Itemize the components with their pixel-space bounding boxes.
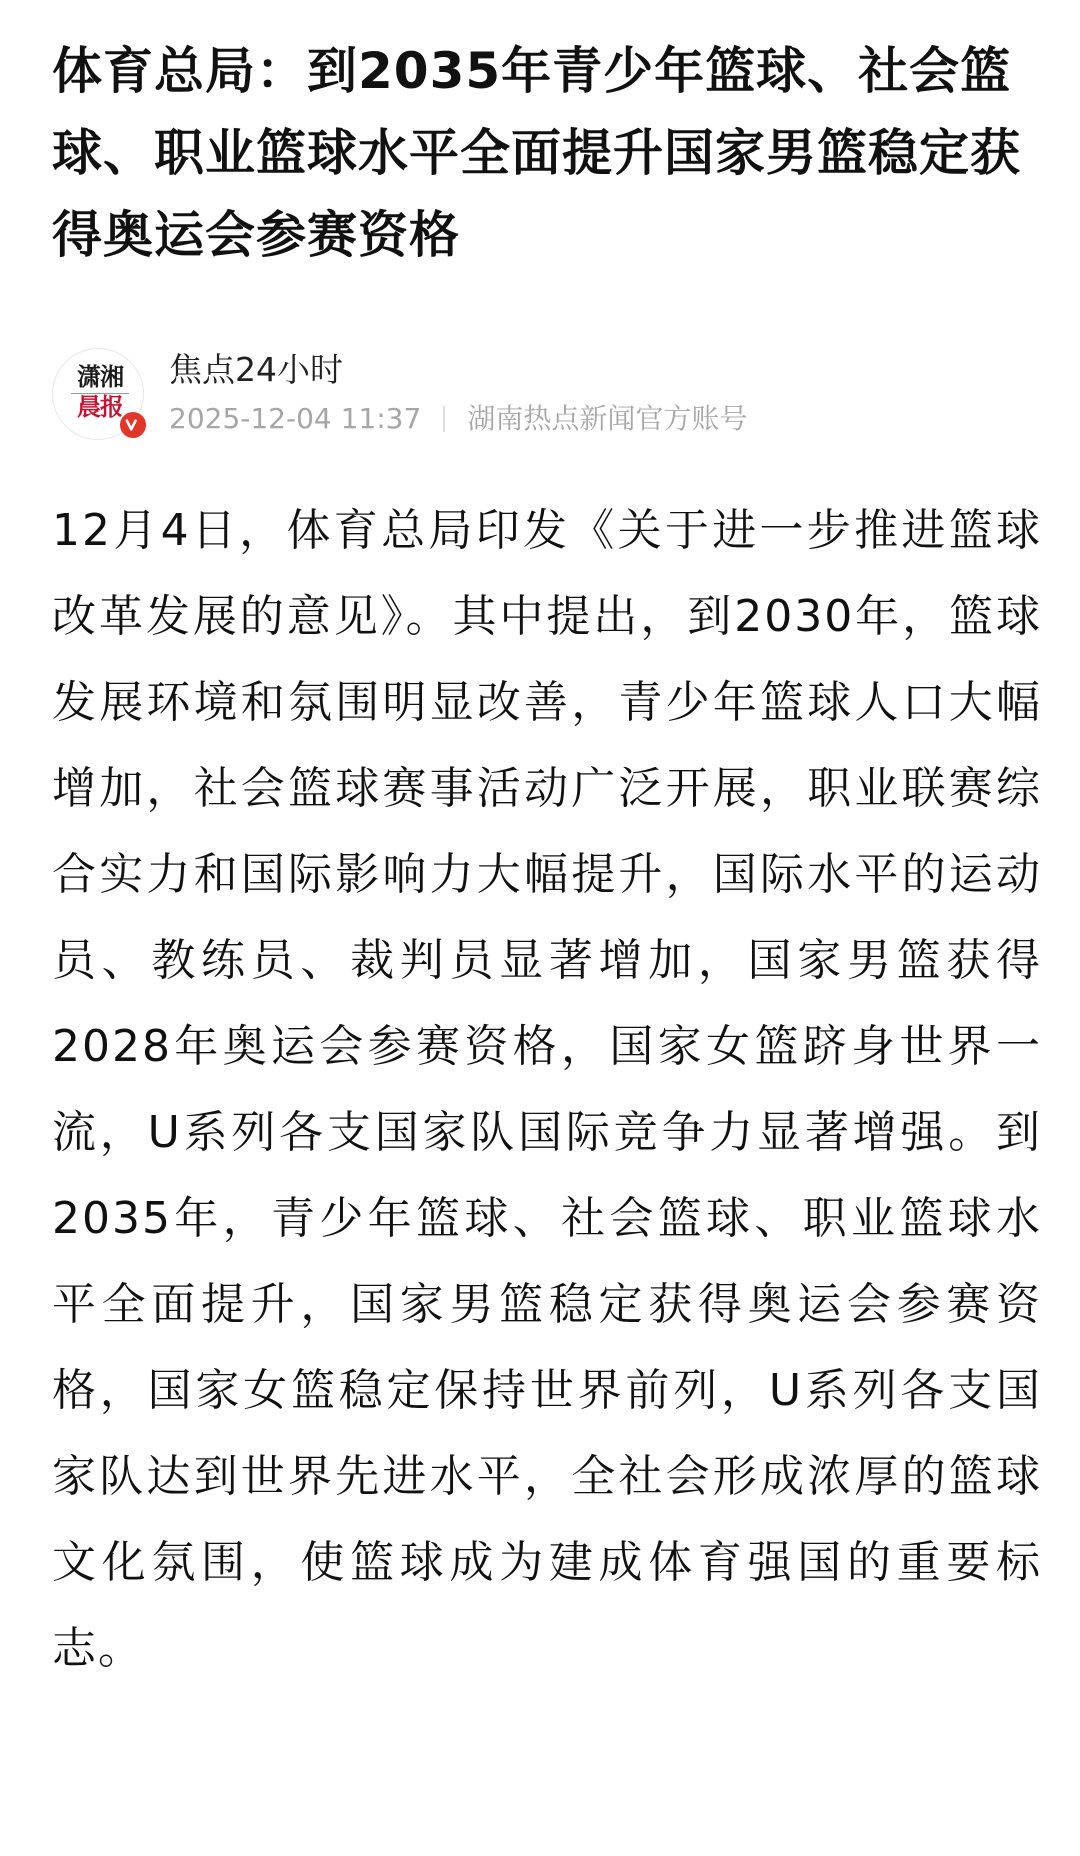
meta-divider xyxy=(443,406,445,432)
post-timestamp: 2025-12-04 11:37 xyxy=(169,402,422,435)
account-type: 湖南热点新闻官方账号 xyxy=(467,402,748,435)
avatar-logo-line2: 晨报 xyxy=(77,392,123,421)
author-row[interactable] xyxy=(52,340,1042,440)
article-title: 体育总局：到2035年青少年篮球、社会篮球、职业篮球水平全面提升国家男篮稳定获得奥运会参赛资格 xyxy=(52,42,1021,264)
author-name[interactable]: 焦点24小时 xyxy=(169,350,343,389)
article-body: 12月4日，体育总局印发《关于进一步推进篮球改革发展的意见》。其中提出，到2030年，篮球发展环境和氛围明显改善，青少年篮球人口大幅增加，社会篮球赛事活动广泛开展，职业联赛综合实力和国际影响力大幅提升，国际水平的运动员、教练员、裁判员显著增加，国家男篮获得2028年奥运会参赛资格，国家女篮跻身世界一流，U系列各支国家队国际竞争力显著增强。到2035年，青少年篮球、社会篮球、职业篮球水平全面提升，国家男篮稳定获得奥运会参赛资格，国家女篮稳定保持世界前列，U系列各支国家队达到世界先进水平，全社会形成浓厚的篮球文化氛围，使篮球成为建成体育强国的重要标志。 xyxy=(52,505,1042,1674)
avatar-logo-line1: 潇湘 xyxy=(77,362,123,391)
post-meta xyxy=(169,402,747,436)
verified-v-icon xyxy=(118,410,148,440)
